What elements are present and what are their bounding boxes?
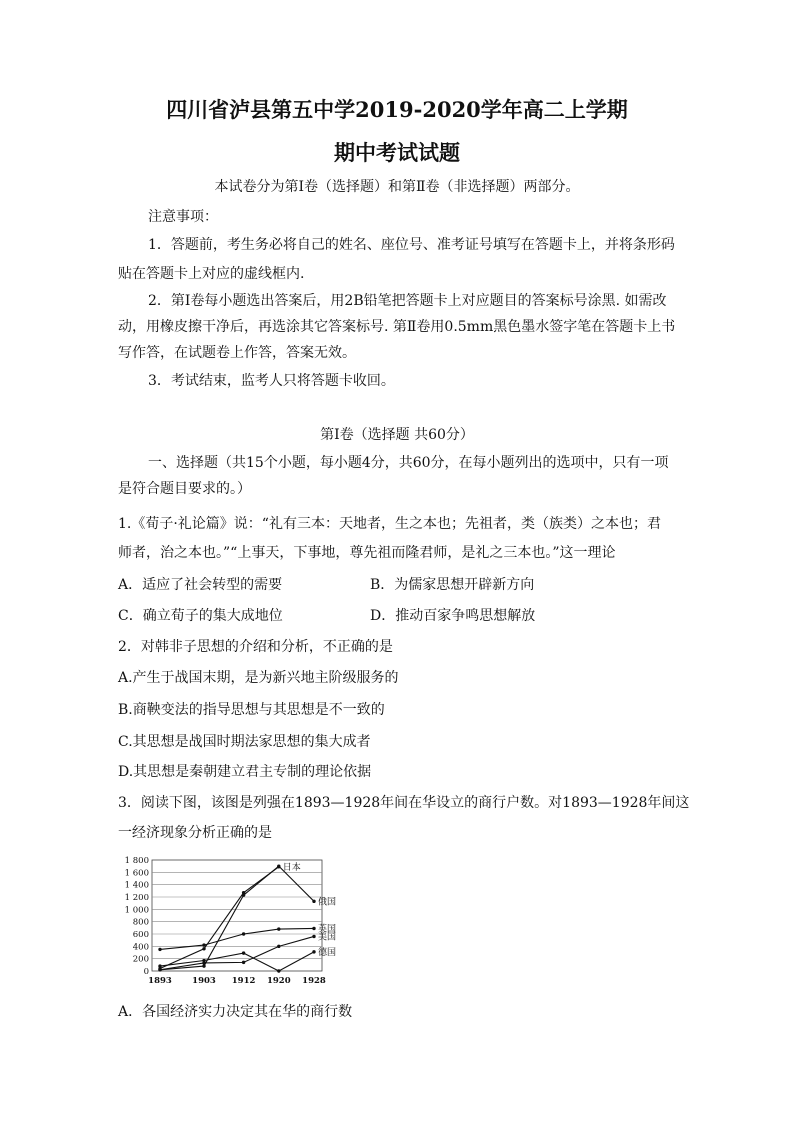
series-point-俄国 — [277, 864, 280, 867]
exam-title-line1: 四川省泸县第五中学2019-2020学年高二上学期 — [166, 97, 628, 122]
notice-item-2-cont2: 写作答，在试题卷上作答，答案无效。 — [118, 345, 356, 361]
series-point-美国 — [158, 968, 161, 971]
series-point-英国 — [277, 927, 280, 930]
q2-option-b: B.商鞅变法的指导思想与其思想是不一致的 — [118, 702, 385, 718]
series-point-德国 — [277, 969, 280, 972]
x-tick-label: 1928 — [302, 976, 326, 986]
q2-option-d: D.其思想是秦朝建立君主专制的理论依据 — [118, 764, 372, 780]
q1-option-d: D．推动百家争鸣思想解放 — [370, 608, 536, 624]
series-label-俄国: 俄国 — [318, 897, 337, 908]
y-tick-label: 1 400 — [124, 880, 149, 891]
x-tick-label: 1893 — [148, 976, 172, 986]
y-tick-label: 600 — [132, 930, 149, 940]
notice-item-1: 1．答题前，考生务必将自己的姓名、座位号、准考证号填写在答题卡上，并将条形码 — [148, 237, 675, 253]
q3-option-a: A．各国经济实力决定其在华的商行数 — [118, 1004, 353, 1020]
section-title: 第Ⅰ卷（选择题 共60分） — [320, 427, 474, 443]
notice-item-2: 2．第Ⅰ卷每小题选出答案后，用2B铅笔把答题卡上对应题目的答案标号涂黑. 如需改 — [148, 293, 667, 309]
q1-stem-cont: 师者，治之本也。”“上事天，下事地，尊先祖而隆君师，是礼之三本也。”这一理论 — [118, 545, 616, 561]
series-label-德国: 德国 — [318, 947, 337, 958]
exam-title-line2: 期中考试试题 — [334, 140, 460, 165]
merchant-firms-chart — [112, 852, 342, 992]
series-point-德国 — [312, 950, 315, 953]
series-point-美国 — [242, 961, 245, 964]
y-tick-label: 0 — [143, 967, 149, 977]
series-point-俄国 — [202, 964, 205, 967]
x-tick-label: 1912 — [231, 976, 256, 986]
q1-option-a: A．适应了社会转型的需要 — [118, 577, 283, 593]
section-instructions-cont: 是符合题目要求的。） — [118, 481, 251, 497]
y-tick-label: 200 — [132, 954, 149, 965]
series-point-日本 — [202, 947, 205, 950]
series-point-英国 — [158, 948, 161, 951]
q1-option-b: B．为儒家思想开辟新方向 — [370, 577, 535, 593]
q2-option-c: C.其思想是战国时期法家思想的集大成者 — [118, 734, 371, 750]
y-tick-label: 400 — [132, 942, 149, 953]
series-line-日本 — [160, 867, 279, 969]
y-tick-label: 800 — [132, 917, 149, 928]
series-point-英国 — [312, 927, 315, 930]
y-tick-label: 1 600 — [124, 868, 149, 879]
notice-item-2-cont1: 动，用橡皮擦干净后，再选涂其它答案标号. 第Ⅱ卷用0.5mm黑色墨水签字笔在答题卡上书 — [118, 319, 676, 335]
series-point-德国 — [202, 959, 205, 962]
series-point-美国 — [312, 935, 315, 938]
notice-item-3: 3．考试结束，监考人只将答题卡收回。 — [148, 373, 395, 389]
series-label-日本: 日本 — [282, 862, 301, 873]
y-tick-label: 1 000 — [124, 905, 149, 916]
notice-label: 注意事项： — [148, 209, 218, 225]
series-label-英国: 英国 — [318, 924, 337, 935]
exam-intro: 本试卷分为第Ⅰ卷（选择题）和第Ⅱ卷（非选择题）两部分。 — [214, 179, 580, 195]
q2-stem: 2．对韩非子思想的介绍和分析，不正确的是 — [118, 639, 393, 655]
q2-option-a: A.产生于战国末期，是为新兴地主阶级服务的 — [118, 670, 399, 686]
series-point-俄国 — [242, 893, 245, 896]
series-point-俄国 — [312, 900, 315, 903]
notice-item-1-cont: 贴在答题卡上对应的虚线框内. — [118, 266, 305, 282]
x-tick-label: 1903 — [192, 976, 216, 986]
series-point-德国 — [242, 951, 245, 954]
series-point-英国 — [242, 932, 245, 935]
x-tick-label: 1920 — [266, 976, 291, 986]
q3-stem: 3．阅读下图，该图是列强在1893—1928年间在华设立的商行户数。对1893—1928年间这 — [118, 795, 690, 811]
q3-stem-cont: 一经济现象分析正确的是 — [118, 825, 272, 841]
section-instructions: 一、选择题（共15个小题，每小题4分，共60分，在每小题列出的选项中，只有一项 — [148, 455, 669, 471]
y-tick-label: 1 200 — [124, 893, 149, 903]
y-tick-label: 1 800 — [124, 856, 149, 866]
series-point-英国 — [202, 943, 205, 946]
series-point-美国 — [277, 945, 280, 948]
series-label-美国: 美国 — [318, 932, 337, 943]
series-point-德国 — [158, 964, 161, 967]
q1-option-c: C．确立荀子的集大成地位 — [118, 608, 283, 624]
q1-stem: 1.《荀子·礼论篇》说：“礼有三本：天地者，生之本也；先祖者，类（族类）之本也；君 — [118, 516, 661, 532]
